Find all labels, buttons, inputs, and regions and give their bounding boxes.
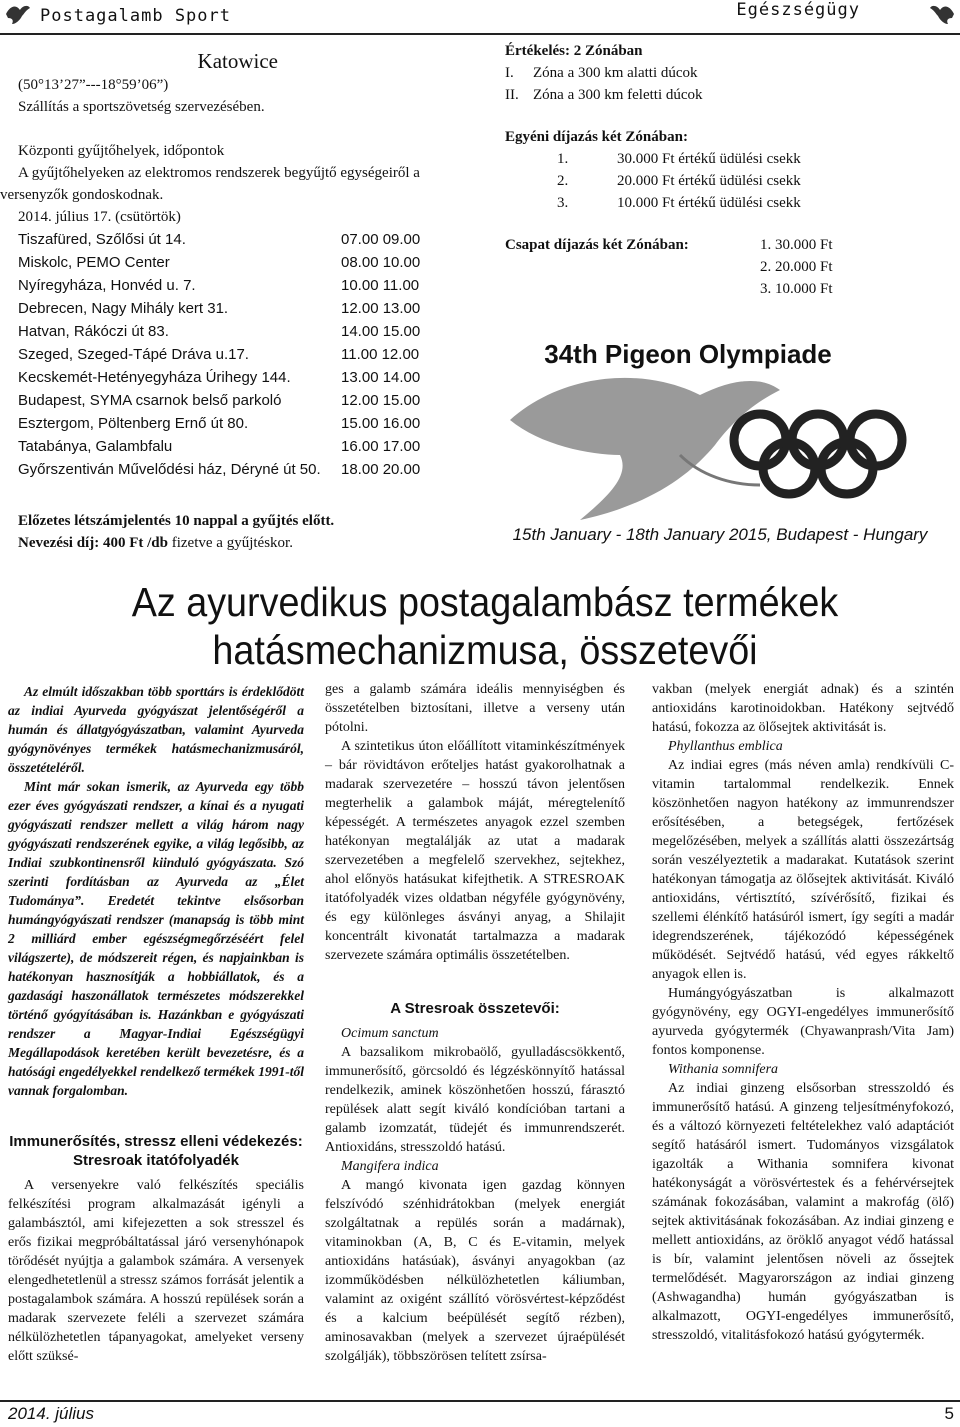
location-time: 18.00 20.00: [341, 461, 421, 478]
location-place: Debrecen, Nagy Mihály kert 31.: [18, 300, 229, 317]
location-place: Esztergom, Pöltenberg Ernő út 80.: [18, 415, 249, 432]
location-time: 07.00 09.00: [341, 231, 421, 248]
zone-number: I.: [505, 65, 514, 81]
body-paragraph: A mangó kivonata igen gazdag könnyen felszívódó szénhidrátokban (melyek energiát szolgáltatnak a repülés során a madárnak), vitaminokban (A, B, C és E-vitamin, melyek antioxidáns hatásúak), ásványi anyagokban (az izomműködésben nélkülözhetetlen káliumban, valamint az oxigént szállító vörösvértest-képződést és a kalcium beépülését segítő rézben), aminosavakban (melyek a szervezet újraépülését szolgálják), többszörösen telített zsírsa-: [325, 1178, 625, 1364]
location-time: 08.00 10.00: [341, 254, 421, 271]
location-time: 16.00 17.00: [341, 438, 421, 455]
pigeon-icon: [928, 2, 956, 28]
article-column-1: [8, 682, 304, 1366]
header-rule: [0, 33, 960, 35]
team-prize: 2. 20.000 Ft: [760, 259, 833, 275]
location-row: [18, 297, 480, 320]
individual-prize-list: [505, 148, 945, 214]
header-right-title: Egészségügy: [736, 0, 860, 20]
zone-text: Zóna a 300 km feletti dúcok: [533, 87, 703, 103]
individual-prize-text: 30.000 Ft értékű üdülési csekk: [617, 151, 801, 167]
section-heading: Immunerősítés, stressz elleni védekezés: Stresroak itatófolyadék: [9, 1133, 303, 1169]
poster-dates: 15th January - 18th January 2015, Budapest - Hungary: [512, 525, 928, 544]
body-paragraph: ges a galamb számára ideális mennyiségben és összetételben biztosítani, illetve a verseny után pótolni.: [325, 682, 625, 735]
team-prize: 3. 10.000 Ft: [760, 281, 833, 297]
team-prize-heading: Csapat díjazás két Zónában:: [505, 237, 689, 253]
location-time: 13.00 14.00: [341, 369, 421, 386]
article-column-3: [652, 680, 954, 1345]
individual-prize-number: 2.: [557, 173, 569, 189]
location-time: 14.00 15.00: [341, 323, 421, 340]
herb-name: Phyllanthus emblica: [668, 739, 783, 754]
location-row: [18, 435, 480, 458]
location-time: 10.00 11.00: [341, 277, 420, 294]
page-number: 5: [944, 1404, 954, 1423]
footer-date: 2014. július: [8, 1404, 95, 1423]
location-time: 12.00 13.00: [341, 300, 421, 317]
body-paragraph: A versenyekre való felkészítés speciális felkészítési program alkalmazását igényli a galambásztól, ami kifejezetten a sok stresszel és erős fizikai megpróbáltatással járó versenyhónapok törődését nyújtja a galambok számára. A versenyek elengedhetetlenül a stressz számos forrását jelentik a postagalambok számára. A hosszú repülések során a madarak szervezete feléli a szervezet számára nélkülözhetetlen tápanyagokat, amelyeket verseny előtt szüksé-: [8, 1178, 304, 1364]
location-row: [18, 274, 480, 297]
body-paragraph: A bazsalikom mikrobaölő, gyulladáscsökkentő, immunerősítő, görcsoldó és légzéskönnyítő hatással rendelkezik, aminek köszönhetően hosszú, fárasztó repülések alatt segít kiváló kondícióban tartani a galamb izomzatát, tüdejét és immunrendszerét. Antioxidáns, stresszoldó hatású.: [325, 1045, 625, 1155]
points-intro: versenyzők gondoskodnak.: [0, 187, 164, 203]
location-place: Miskolc, PEMO Center: [18, 254, 170, 271]
body-paragraph: Az indiai ginzeng elsősorban stresszoldó és immunerősítő hatású. A ginzeng teljesítményfokozó, és a változó környezeti feltételekhez való adaptációt segítő hatásáról ismert. Tudományos vizsgálatok igazolták a Withania somnifera kivonat hatékonyságát a vörösvértestek és a fehérvérsejtek számának fokozásában, valamint a makrofág (ölő) sejtek aktivitásának fokozásában. Az indiai ginzeng e mellett antioxidáns, az öröklő anyagot védő hatással is bír, valamint jelentősen növeli az őssejtek termelődését. Magyarországon az indiai ginzeng (Ashwagandha) humán gyógyászatban is alkalmazott, OGYI-engedélyes immunerősítő, stresszoldó, vitalitásfokozó hatású gyógytermék.: [652, 1081, 954, 1343]
points-intro: A gyűjtőhelyeken az elektromos rendszerek begyűjtő egységeiről a: [18, 165, 420, 181]
herb-name: Ocimum sanctum: [341, 1026, 439, 1041]
location-time: 11.00 12.00: [341, 346, 420, 363]
location-row: [18, 389, 480, 412]
location-row: [18, 412, 480, 435]
location-place: Kecskemét-Hetényegyháza Úrihegy 144.: [18, 369, 291, 386]
lead-paragraph: Mint már sokan ismerik, az Ayurveda egy több ezer éves gyógyászati rendszer, a kínai és a nyugati gyógyászati rendszer mellett a világ három nagy gyógyászati rendszerének egyike, a világ legősibb, az Indiai szubkontinensről kiinduló gyógyászata. Szó szerinti fordításban az Ayurveda az „Élet Tudománya”. Eredetét tekintve elsősorban humángyógyászati rendszer (manapság is több mint 2 milliárd ember egészségmegőrzéséért felel világszerte), de módszereit régen, és napjainkban is hatékonyan hasznosítják a hobbiállatok, és a gazdasági haszonállatok természetes módszerekkel történő gyógyításában is. Hazánkban e gyógyászati rendszer a Magyar-Indiai Egészségügyi Megállapodások keretében került bevezetésre, és a hatósági engedélyekkel rendelkező termékek 1991-től vannak forgalomban.: [8, 779, 304, 1098]
individual-prize-heading: Egyéni díjazás két Zónában:: [505, 129, 688, 145]
location-row: [18, 228, 480, 251]
article-title-line: hatásmechanizmusa, összetevői: [212, 627, 758, 673]
city-title: Katowice: [197, 49, 278, 73]
body-paragraph: vakban (melyek energiát adnak) és a szintén antioxidáns karotinoidokban. Hatékony sejtvédő hatású, fokozza az ölősejtek aktivitását is.: [652, 682, 954, 735]
individual-prize-row: [505, 148, 945, 170]
individual-prize-row: [505, 192, 945, 214]
location-place: Szeged, Szeged-Tápé Dráva u.17.: [18, 346, 249, 363]
location-row: [18, 458, 480, 481]
zone-row: [505, 84, 945, 106]
herb-name: Withania somnifera: [668, 1062, 779, 1077]
location-row: [18, 343, 480, 366]
registration-notice: Előzetes létszámjelentés 10 nappal a gyűjtés előtt.: [18, 513, 335, 529]
individual-prize-number: 3.: [557, 195, 569, 211]
location-place: Tiszafüred, Szőlősi út 14.: [18, 231, 186, 248]
article-title-line: Az ayurvedikus postagalambász termékek: [131, 579, 839, 625]
location-place: Győrszentiván Művelődési ház, Déryné út 50.: [18, 461, 321, 478]
zone-row: [505, 62, 945, 84]
olympic-rings: [734, 414, 902, 494]
body-paragraph: Humángyógyászatban is alkalmazott gyógynövény, egy OGYI-engedélyes immunerősítő ayurveda gyógytermék (Chyawanprash/Vita Jam) fontos komponense.: [652, 986, 954, 1058]
article-title: [94, 578, 876, 674]
location-list: [0, 228, 480, 481]
location-time: 12.00 15.00: [341, 392, 421, 409]
pigeon-icon: [4, 2, 32, 28]
individual-prize-number: 1.: [557, 151, 569, 167]
location-row: [18, 251, 480, 274]
organizer-text: Szállítás a sportszövetség szervezésében.: [18, 99, 265, 115]
herb-name: Mangifera indica: [341, 1159, 439, 1174]
entry-fee-note: fizetve a gyűjtéskor.: [167, 535, 293, 551]
collection-info: [0, 48, 480, 481]
location-place: Nyíregyháza, Honvéd u. 7.: [18, 277, 196, 294]
individual-prize-text: 10.000 Ft értékű üdülési csekk: [617, 195, 801, 211]
notices: [18, 510, 488, 554]
zone-text: Zóna a 300 km alatti dúcok: [533, 65, 698, 81]
collection-date: 2014. július 17. (csütörtök): [18, 209, 181, 225]
evaluation-heading: Értékelés: 2 Zónában: [505, 43, 643, 59]
footer-rule: [0, 1400, 960, 1402]
location-row: [18, 366, 480, 389]
team-prize: 1. 30.000 Ft: [760, 237, 833, 253]
body-paragraph: A szintetikus úton előállított vitaminkészítmények – bár rövidtávon erőteljes hatást gyakorolhatnak a madarak szervezetére – hosszú távon jelentősen megterhelik a galambok máját, méregtelenítő képességét. A természetes anyagok ezzel szemben hatékonyan megtalálják az utat a madarak szervezetében a megfelelő szervekhez, sejtekhez, ahol előnyös hatásukat kifejthetik. A STRESROAK itatófolyadék vizes oldatban négyféle gyógynövény, és egy különleges ásványi anyag, a Shilajit koncentrált kivonatát tartalmazza a madarak szervezete számára optimális összetételben.: [325, 739, 625, 963]
individual-prize-text: 20.000 Ft értékű üdülési csekk: [617, 173, 801, 189]
coordinates: (50°13’27”---18°59’06”): [18, 77, 169, 93]
location-place: Tatabánya, Galambfalu: [18, 438, 173, 455]
olympiade-poster: [500, 335, 940, 555]
evaluation-info: [505, 40, 945, 300]
section-heading: A Stresroak összetevői:: [390, 1000, 560, 1017]
entry-fee: Nevezési díj: 400 Ft /db: [18, 535, 168, 551]
location-time: 15.00 16.00: [341, 415, 421, 432]
poster-title: 34th Pigeon Olympiade: [544, 339, 832, 369]
lead-paragraph: Az elmúlt időszakban több sporttárs is érdeklődött az indiai Ayurveda gyógyászat jelentőségéről a humán és állatgyógyászatban, valamint Ayurveda gyógynövényes termékek hatásmechanizmusáról, összetételéről.: [8, 684, 304, 775]
header-left-title: Postagalamb Sport: [40, 6, 231, 26]
points-heading: Központi gyűjtőhelyek, időpontok: [18, 143, 225, 159]
location-place: Hatvan, Rákóczi út 83.: [18, 323, 169, 340]
article-column-2: [325, 680, 625, 1366]
individual-prize-row: [505, 170, 945, 192]
location-place: Budapest, SYMA csarnok belső parkoló: [18, 392, 282, 409]
zone-list: [505, 62, 945, 106]
body-paragraph: Az indiai egres (más néven amla) rendkívüli C-vitamin tartalommal rendelkezik. Ennek köszönhetően nagyon hatékony az immunrendszer erősítésében, a betegségek, fertőzések megelőzésében, melyek a szállítás alatti összezártság során veszélyeztetik a madarakat. Kutatások szerint hatékonyan támogatja az ölősejtek aktivitását. Kiváló antioxidáns, vértisztító, szívérősítő, fizikai és szellemi élénkítő hatásúról ismert, így segíti a madár idegrendszerének, tájékozódó képességének működését. Sejtvédő hatású, véd egyes rákkeltő anyagok ellen is.: [652, 758, 954, 982]
team-prize-list: [760, 234, 833, 300]
zone-number: II.: [505, 87, 519, 103]
location-row: [18, 320, 480, 343]
